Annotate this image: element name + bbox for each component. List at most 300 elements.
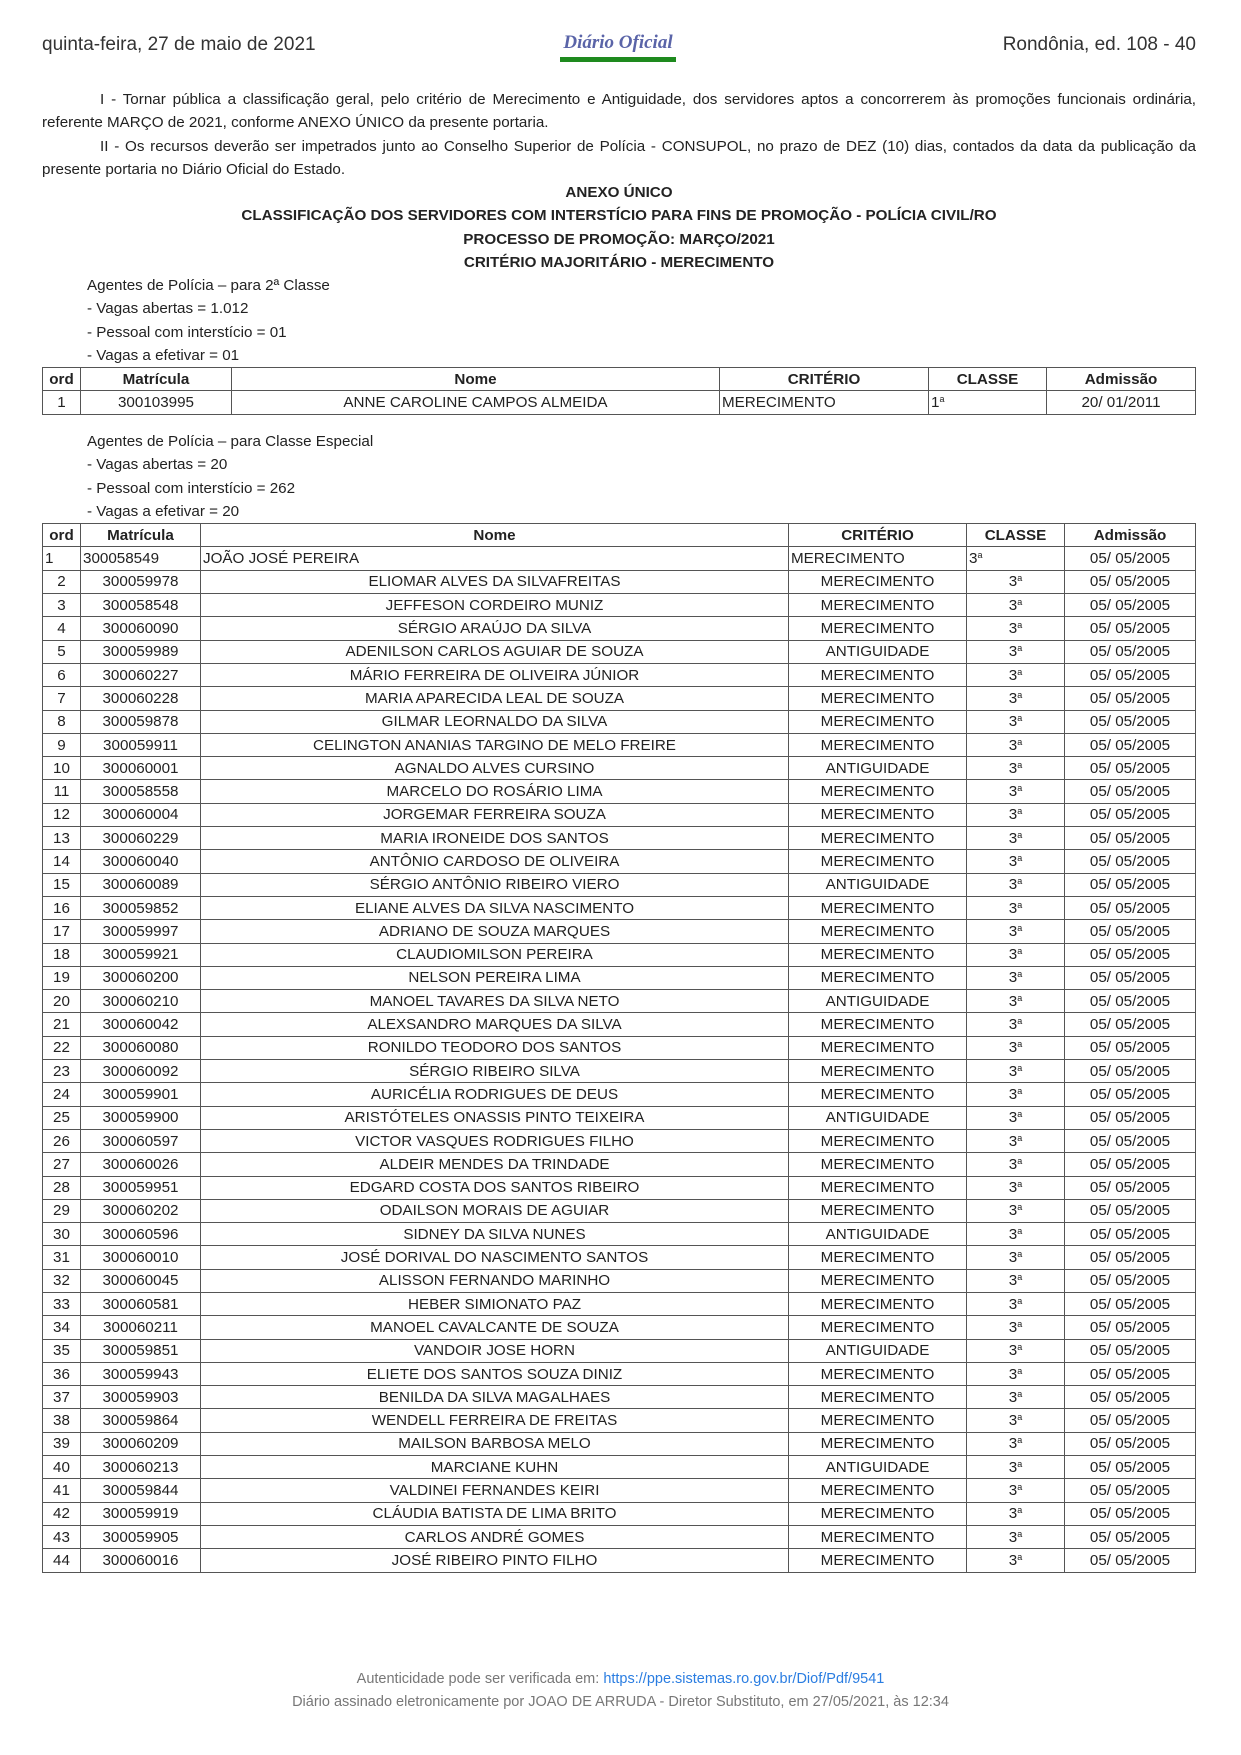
- cell-admissao: 05/ 05/2005: [1065, 1153, 1196, 1176]
- table-row: [43, 1362, 1196, 1385]
- cell-classe: 3$^a$: [967, 617, 1065, 640]
- cell-criterio: MERECIMENTO: [789, 966, 967, 989]
- ordinal-indicator: a: [1017, 1225, 1023, 1236]
- table-row: [43, 1199, 1196, 1222]
- table-row: [43, 1060, 1196, 1083]
- cell-classe: 3$^a$: [967, 1386, 1065, 1409]
- cell-criterio: MERECIMENTO: [789, 547, 967, 570]
- cell-matricula: 300060080: [81, 1036, 201, 1059]
- cell-classe: 3$^a$: [967, 570, 1065, 593]
- cell-ord: 18: [43, 943, 81, 966]
- table-body: [43, 391, 1196, 414]
- cell-classe: 3$^a$: [967, 1153, 1065, 1176]
- table-row: [43, 1176, 1196, 1199]
- table-row: [43, 1456, 1196, 1479]
- cell-matricula: 300060026: [81, 1153, 201, 1176]
- table-row: [43, 990, 1196, 1013]
- cell-ord: 3: [43, 594, 81, 617]
- cell-nome: JOSÉ DORIVAL DO NASCIMENTO SANTOS: [201, 1246, 789, 1269]
- cell-classe: 3$^a$: [967, 1176, 1065, 1199]
- cell-ord: 8: [43, 710, 81, 733]
- cell-criterio: ANTIGUIDADE: [789, 757, 967, 780]
- cell-nome: ALISSON FERNANDO MARINHO: [201, 1269, 789, 1292]
- cell-classe: 3$^a$: [967, 1316, 1065, 1339]
- cell-classe: 3$^a$: [967, 1362, 1065, 1385]
- header-col-nome: Nome: [232, 368, 720, 391]
- cell-ord: 11: [43, 780, 81, 803]
- cell-matricula: 300059921: [81, 943, 201, 966]
- publication-date: quinta-feira, 27 de maio de 2021: [42, 34, 316, 55]
- cell-matricula: 300059851: [81, 1339, 201, 1362]
- cell-nome: JORGEMAR FERREIRA SOUZA: [201, 803, 789, 826]
- cell-criterio: MERECIMENTO: [789, 617, 967, 640]
- cell-admissao: 05/ 05/2005: [1065, 1083, 1196, 1106]
- annex-title: ANEXO ÚNICO: [565, 184, 673, 202]
- cell-admissao: 05/ 05/2005: [1065, 663, 1196, 686]
- cell-ord: 29: [43, 1199, 81, 1222]
- header-col-ord: ord: [43, 524, 81, 547]
- cell-ord: 20: [43, 990, 81, 1013]
- vagas-abertas: - Vagas abertas = 20: [87, 456, 228, 474]
- cell-admissao: 05/ 05/2005: [1065, 733, 1196, 756]
- cell-criterio: MERECIMENTO: [789, 663, 967, 686]
- cell-criterio: MERECIMENTO: [789, 1083, 967, 1106]
- section-classe-especial: [42, 430, 1196, 1573]
- cell-matricula: 300060228: [81, 687, 201, 710]
- cell-criterio: MERECIMENTO: [789, 1129, 967, 1152]
- cell-ord: 27: [43, 1153, 81, 1176]
- cell-criterio: MERECIMENTO: [789, 1176, 967, 1199]
- table-row: [43, 710, 1196, 733]
- cell-classe: 3$^a$: [967, 687, 1065, 710]
- cell-ord: 33: [43, 1292, 81, 1315]
- table-row: [43, 663, 1196, 686]
- cell-classe: 3$^a$: [967, 547, 1065, 570]
- cell-matricula: 300059901: [81, 1083, 201, 1106]
- table-row: [43, 1129, 1196, 1152]
- cell-criterio: MERECIMENTO: [789, 1432, 967, 1455]
- cell-criterio: MERECIMENTO: [789, 1386, 967, 1409]
- ordinal-indicator: a: [1017, 852, 1023, 863]
- cell-criterio: ANTIGUIDADE: [789, 873, 967, 896]
- section-2a-classe: [42, 274, 1196, 415]
- cell-classe: 3$^a$: [967, 966, 1065, 989]
- ordinal-indicator: a: [1017, 1458, 1023, 1469]
- cell-matricula: 300103995: [81, 391, 232, 414]
- cell-ord: 24: [43, 1083, 81, 1106]
- cell-matricula: 300060209: [81, 1432, 201, 1455]
- cell-nome: ANNE CAROLINE CAMPOS ALMEIDA: [232, 391, 720, 414]
- vagas-abertas: - Vagas abertas = 1.012: [87, 300, 249, 318]
- authenticity-link[interactable]: https://ppe.sistemas.ro.gov.br/Diof/Pdf/9541: [603, 1671, 885, 1687]
- cell-matricula: 300060042: [81, 1013, 201, 1036]
- cell-matricula: 300058558: [81, 780, 201, 803]
- cell-admissao: 05/ 05/2005: [1065, 1269, 1196, 1292]
- cell-nome: CLAUDIOMILSON PEREIRA: [201, 943, 789, 966]
- cell-nome: AURICÉLIA RODRIGUES DE DEUS: [201, 1083, 789, 1106]
- cell-admissao: 05/ 05/2005: [1065, 1246, 1196, 1269]
- cell-nome: CARLOS ANDRÉ GOMES: [201, 1525, 789, 1548]
- ordinal-indicator: a: [977, 550, 983, 561]
- table-row: [43, 1432, 1196, 1455]
- cell-nome: AGNALDO ALVES CURSINO: [201, 757, 789, 780]
- table-row: [43, 1036, 1196, 1059]
- cell-ord: 34: [43, 1316, 81, 1339]
- cell-nome: MANOEL TAVARES DA SILVA NETO: [201, 990, 789, 1013]
- cell-criterio: MERECIMENTO: [789, 1013, 967, 1036]
- header-col-ord: ord: [43, 368, 81, 391]
- cell-classe: 3$^a$: [967, 757, 1065, 780]
- table-row: [43, 780, 1196, 803]
- cell-admissao: 05/ 05/2005: [1065, 1199, 1196, 1222]
- cell-admissao: 05/ 05/2005: [1065, 1060, 1196, 1083]
- ordinal-indicator: a: [1017, 596, 1023, 607]
- cell-criterio: MERECIMENTO: [789, 1549, 967, 1572]
- cell-nome: SÉRGIO ARAÚJO DA SILVA: [201, 617, 789, 640]
- ordinal-indicator: a: [1017, 1482, 1023, 1492]
- cell-ord: 1: [43, 391, 81, 414]
- ordinal-indicator: a: [1017, 899, 1023, 910]
- cell-classe: 3$^a$: [967, 1060, 1065, 1083]
- cell-classe: 3$^a$: [967, 1106, 1065, 1129]
- cell-ord: 36: [43, 1362, 81, 1385]
- cell-ord: 6: [43, 663, 81, 686]
- cell-admissao: 05/ 05/2005: [1065, 943, 1196, 966]
- cell-nome: RONILDO TEODORO DOS SANTOS: [201, 1036, 789, 1059]
- cell-ord: 32: [43, 1269, 81, 1292]
- cell-ord: 2: [43, 570, 81, 593]
- table-row: [43, 687, 1196, 710]
- cell-classe: 3$^a$: [967, 1013, 1065, 1036]
- cell-nome: MARCIANE KUHN: [201, 1456, 789, 1479]
- cell-matricula: 300060004: [81, 803, 201, 826]
- cell-admissao: 05/ 05/2005: [1065, 1129, 1196, 1152]
- ordinal-indicator: a: [1017, 1295, 1023, 1306]
- table-row: [43, 1269, 1196, 1292]
- cell-nome: MARCELO DO ROSÁRIO LIMA: [201, 780, 789, 803]
- ordinal-indicator: a: [1017, 876, 1023, 887]
- logo-underline-bar: [560, 57, 676, 62]
- table-body: [43, 547, 1196, 1572]
- cell-nome: GILMAR LEORNALDO DA SILVA: [201, 710, 789, 733]
- table-row: [43, 803, 1196, 826]
- section-info: [42, 274, 1196, 367]
- page-footer: [0, 1668, 1241, 1714]
- cell-criterio: MERECIMENTO: [789, 920, 967, 943]
- cell-ord: 37: [43, 1386, 81, 1409]
- ordinal-indicator: a: [1017, 1062, 1023, 1073]
- cell-nome: ANTÔNIO CARDOSO DE OLIVEIRA: [201, 850, 789, 873]
- cell-matricula: 300060213: [81, 1456, 201, 1479]
- header-col-classe: CLASSE: [929, 368, 1047, 391]
- cell-admissao: 05/ 05/2005: [1065, 547, 1196, 570]
- cell-admissao: 05/ 05/2005: [1065, 757, 1196, 780]
- table-row: [43, 1153, 1196, 1176]
- cell-matricula: 300060200: [81, 966, 201, 989]
- ordinal-indicator: a: [1017, 1155, 1023, 1166]
- cell-matricula: 300059978: [81, 570, 201, 593]
- cell-classe: 3$^a$: [967, 896, 1065, 919]
- paragraph-i: I - Tornar pública a classificação geral, pelo critério de Merecimento e Antiguidade, dos servidores aptos a concorrerem às promoções funcionais ordinária, referente MARÇO de 2021, conforme ANEXO ÚNICO da presente portaria.: [42, 91, 1196, 132]
- cell-matricula: 300060210: [81, 990, 201, 1013]
- cell-classe: 3$^a$: [967, 1502, 1065, 1525]
- cell-matricula: 300060090: [81, 617, 201, 640]
- cell-ord: 12: [43, 803, 81, 826]
- table-row: [43, 943, 1196, 966]
- cell-nome: VANDOIR JOSE HORN: [201, 1339, 789, 1362]
- cell-matricula: 300059919: [81, 1502, 201, 1525]
- ordinal-indicator: a: [1017, 1412, 1023, 1423]
- pessoal-intersticio: - Pessoal com interstício = 01: [87, 323, 287, 341]
- cell-admissao: 05/ 05/2005: [1065, 1036, 1196, 1059]
- cell-criterio: MERECIMENTO: [789, 1362, 967, 1385]
- cell-nome: ELIANE ALVES DA SILVA NASCIMENTO: [201, 896, 789, 919]
- cell-matricula: 300059905: [81, 1525, 201, 1548]
- ordinal-indicator: a: [1017, 1551, 1023, 1562]
- cell-criterio: MERECIMENTO: [789, 803, 967, 826]
- cell-matricula: 300058548: [81, 594, 201, 617]
- cell-admissao: 05/ 05/2005: [1065, 990, 1196, 1013]
- authenticity-line: [0, 1668, 1241, 1691]
- cell-admissao: 05/ 05/2005: [1065, 1013, 1196, 1036]
- ordinal-indicator: a: [1017, 783, 1023, 794]
- cell-matricula: 300059943: [81, 1362, 201, 1385]
- cell-matricula: 300060202: [81, 1199, 201, 1222]
- cell-classe: 3$^a$: [967, 1549, 1065, 1572]
- ordinal-indicator: a: [1017, 1132, 1023, 1143]
- cell-classe: 3$^a$: [967, 1199, 1065, 1222]
- cell-classe: 3$^a$: [967, 733, 1065, 756]
- cell-criterio: MERECIMENTO: [789, 594, 967, 617]
- cell-admissao: 05/ 05/2005: [1065, 920, 1196, 943]
- cell-matricula: 300060596: [81, 1223, 201, 1246]
- cell-matricula: 300059878: [81, 710, 201, 733]
- cell-classe: 3$^a$: [967, 640, 1065, 663]
- diario-oficial-logo: [560, 32, 676, 62]
- cell-classe: 3$^a$: [967, 780, 1065, 803]
- cell-nome: ELIOMAR ALVES DA SILVAFREITAS: [201, 570, 789, 593]
- cell-ord: 35: [43, 1339, 81, 1362]
- page-header: [42, 30, 1196, 66]
- cell-classe: 3$^a$: [967, 873, 1065, 896]
- ordinal-indicator: a: [1017, 946, 1023, 957]
- table-row: [43, 1106, 1196, 1129]
- cell-admissao: 05/ 05/2005: [1065, 1362, 1196, 1385]
- cell-nome: SIDNEY DA SILVA NUNES: [201, 1223, 789, 1246]
- table-row: [43, 391, 1196, 414]
- cell-admissao: 05/ 05/2005: [1065, 1456, 1196, 1479]
- cell-criterio: MERECIMENTO: [789, 1316, 967, 1339]
- cell-ord: 9: [43, 733, 81, 756]
- cell-nome: ARISTÓTELES ONASSIS PINTO TEIXEIRA: [201, 1106, 789, 1129]
- cell-ord: 41: [43, 1479, 81, 1502]
- cell-classe: 3$^a$: [967, 1479, 1065, 1502]
- cell-ord: 43: [43, 1525, 81, 1548]
- cell-nome: MÁRIO FERREIRA DE OLIVEIRA JÚNIOR: [201, 663, 789, 686]
- table-row: [43, 920, 1196, 943]
- cell-matricula: 300059951: [81, 1176, 201, 1199]
- header-col-admissao: Admissão: [1047, 368, 1196, 391]
- ordinal-indicator: a: [1017, 1039, 1023, 1050]
- cell-nome: JOÃO JOSÉ PEREIRA: [201, 547, 789, 570]
- cell-classe: 3$^a$: [967, 827, 1065, 850]
- cell-matricula: 300060211: [81, 1316, 201, 1339]
- cell-admissao: 05/ 05/2005: [1065, 1525, 1196, 1548]
- ordinal-indicator: a: [1017, 1202, 1023, 1213]
- ordinal-indicator: a: [1017, 1318, 1023, 1329]
- cell-matricula: 300059911: [81, 733, 201, 756]
- cell-classe: 3$^a$: [967, 920, 1065, 943]
- cell-ord: 22: [43, 1036, 81, 1059]
- cell-nome: VALDINEI FERNANDES KEIRI: [201, 1479, 789, 1502]
- cell-matricula: 300060016: [81, 1549, 201, 1572]
- cell-classe: 3$^a$: [967, 1223, 1065, 1246]
- cell-criterio: MERECIMENTO: [789, 1246, 967, 1269]
- ordinal-indicator: a: [1017, 1272, 1023, 1283]
- cell-criterio: MERECIMENTO: [789, 1292, 967, 1315]
- cell-classe: 1$^a$: [929, 391, 1047, 414]
- cell-ord: 13: [43, 827, 81, 850]
- cell-classe: 3$^a$: [967, 663, 1065, 686]
- cell-matricula: 300059852: [81, 896, 201, 919]
- cell-matricula: 300060229: [81, 827, 201, 850]
- table-row: [43, 1525, 1196, 1548]
- cell-matricula: 300059989: [81, 640, 201, 663]
- cell-admissao: 05/ 05/2005: [1065, 896, 1196, 919]
- cell-matricula: 300060045: [81, 1269, 201, 1292]
- cell-admissao: 05/ 05/2005: [1065, 1386, 1196, 1409]
- cell-classe: 3$^a$: [967, 1456, 1065, 1479]
- cell-admissao: 05/ 05/2005: [1065, 570, 1196, 593]
- vagas-efetivar: - Vagas a efetivar = 01: [87, 346, 240, 364]
- ordinal-indicator: a: [1017, 736, 1023, 747]
- cell-nome: WENDELL FERREIRA DE FREITAS: [201, 1409, 789, 1432]
- cell-nome: SÉRGIO ANTÔNIO RIBEIRO VIERO: [201, 873, 789, 896]
- cell-criterio: ANTIGUIDADE: [789, 990, 967, 1013]
- edition-page: Rondônia, ed. 108 - 40: [1002, 34, 1196, 55]
- table-row: [43, 1013, 1196, 1036]
- cell-criterio: ANTIGUIDADE: [789, 640, 967, 663]
- cell-classe: 3$^a$: [967, 710, 1065, 733]
- cell-admissao: 05/ 05/2005: [1065, 1502, 1196, 1525]
- ordinal-indicator: a: [1017, 1365, 1023, 1376]
- annex-criterion: CRITÉRIO MAJORITÁRIO - MERECIMENTO: [463, 254, 775, 272]
- cell-ord: 21: [43, 1013, 81, 1036]
- cell-admissao: 05/ 05/2005: [1065, 1292, 1196, 1315]
- cell-classe: 3$^a$: [967, 803, 1065, 826]
- cell-admissao: 05/ 05/2005: [1065, 1479, 1196, 1502]
- cell-matricula: 300058549: [81, 547, 201, 570]
- cell-nome: BENILDA DA SILVA MAGALHAES: [201, 1386, 789, 1409]
- cell-ord: 38: [43, 1409, 81, 1432]
- vagas-efetivar: - Vagas a efetivar = 20: [87, 502, 240, 520]
- cell-ord: 23: [43, 1060, 81, 1083]
- ordinal-indicator: a: [1017, 992, 1023, 1003]
- ordinal-indicator: a: [1017, 969, 1023, 980]
- ordinal-indicator: a: [1017, 1179, 1023, 1190]
- ordinal-indicator: a: [1017, 620, 1023, 631]
- cell-classe: 3$^a$: [967, 1339, 1065, 1362]
- cell-admissao: 05/ 05/2005: [1065, 966, 1196, 989]
- cell-matricula: 300060040: [81, 850, 201, 873]
- cell-matricula: 300059864: [81, 1409, 201, 1432]
- ordinal-indicator: a: [1017, 1109, 1023, 1120]
- cell-nome: CELINGTON ANANIAS TARGINO DE MELO FREIRE: [201, 733, 789, 756]
- header-col-nome: Nome: [201, 524, 789, 547]
- cell-ord: 17: [43, 920, 81, 943]
- ordinal-indicator: a: [1017, 1342, 1023, 1353]
- cell-matricula: 300059997: [81, 920, 201, 943]
- logo-text: Diário Oficial: [563, 32, 673, 53]
- header-col-matricula: Matrícula: [81, 368, 232, 391]
- ordinal-indicator: a: [1017, 1085, 1023, 1096]
- cell-nome: ADENILSON CARLOS AGUIAR DE SOUZA: [201, 640, 789, 663]
- cell-criterio: MERECIMENTO: [789, 1502, 967, 1525]
- cell-admissao: 05/ 05/2005: [1065, 850, 1196, 873]
- cell-nome: MAILSON BARBOSA MELO: [201, 1432, 789, 1455]
- table-row: [43, 1479, 1196, 1502]
- header-col-matricula: Matrícula: [81, 524, 201, 547]
- ordinal-indicator: a: [1017, 922, 1023, 933]
- table-row: [43, 1246, 1196, 1269]
- table-row: [43, 1502, 1196, 1525]
- cell-criterio: ANTIGUIDADE: [789, 1106, 967, 1129]
- table-row: [43, 1223, 1196, 1246]
- cell-nome: CLÁUDIA BATISTA DE LIMA BRITO: [201, 1502, 789, 1525]
- cell-nome: ALDEIR MENDES DA TRINDADE: [201, 1153, 789, 1176]
- table-row: [43, 966, 1196, 989]
- cell-ord: 15: [43, 873, 81, 896]
- cell-admissao: 05/ 05/2005: [1065, 1409, 1196, 1432]
- cell-ord: 40: [43, 1456, 81, 1479]
- cell-nome: ODAILSON MORAIS DE AGUIAR: [201, 1199, 789, 1222]
- cell-ord: 26: [43, 1129, 81, 1152]
- cell-criterio: MERECIMENTO: [789, 733, 967, 756]
- cell-classe: 3$^a$: [967, 1036, 1065, 1059]
- table-row: [43, 1386, 1196, 1409]
- cell-criterio: MERECIMENTO: [720, 391, 929, 414]
- cell-criterio: MERECIMENTO: [789, 1409, 967, 1432]
- cell-classe: 3$^a$: [967, 1246, 1065, 1269]
- cell-admissao: 05/ 05/2005: [1065, 827, 1196, 850]
- cell-ord: 7: [43, 687, 81, 710]
- cell-classe: 3$^a$: [967, 943, 1065, 966]
- ordinal-indicator: a: [1017, 1249, 1023, 1260]
- cell-nome: ELIETE DOS SANTOS SOUZA DINIZ: [201, 1362, 789, 1385]
- authenticity-label: Autenticidade pode ser verificada em:: [356, 1671, 600, 1687]
- cell-admissao: 05/ 05/2005: [1065, 710, 1196, 733]
- cell-ord: 16: [43, 896, 81, 919]
- table-row: [43, 873, 1196, 896]
- cell-ord: 25: [43, 1106, 81, 1129]
- cell-classe: 3$^a$: [967, 850, 1065, 873]
- cell-matricula: 300060227: [81, 663, 201, 686]
- intro-text: [42, 88, 1196, 274]
- header-col-criterio: CRITÉRIO: [720, 368, 929, 391]
- cell-criterio: MERECIMENTO: [789, 1479, 967, 1502]
- cell-ord: 42: [43, 1502, 81, 1525]
- table-header-row: [43, 368, 1196, 391]
- ordinal-indicator: a: [1017, 1016, 1023, 1027]
- cell-admissao: 05/ 05/2005: [1065, 687, 1196, 710]
- cell-ord: 14: [43, 850, 81, 873]
- table-row: [43, 617, 1196, 640]
- cell-matricula: 300059844: [81, 1479, 201, 1502]
- cell-classe: 3$^a$: [967, 1129, 1065, 1152]
- table-row: [43, 1316, 1196, 1339]
- ordinal-indicator: a: [1017, 713, 1023, 724]
- cell-ord: 4: [43, 617, 81, 640]
